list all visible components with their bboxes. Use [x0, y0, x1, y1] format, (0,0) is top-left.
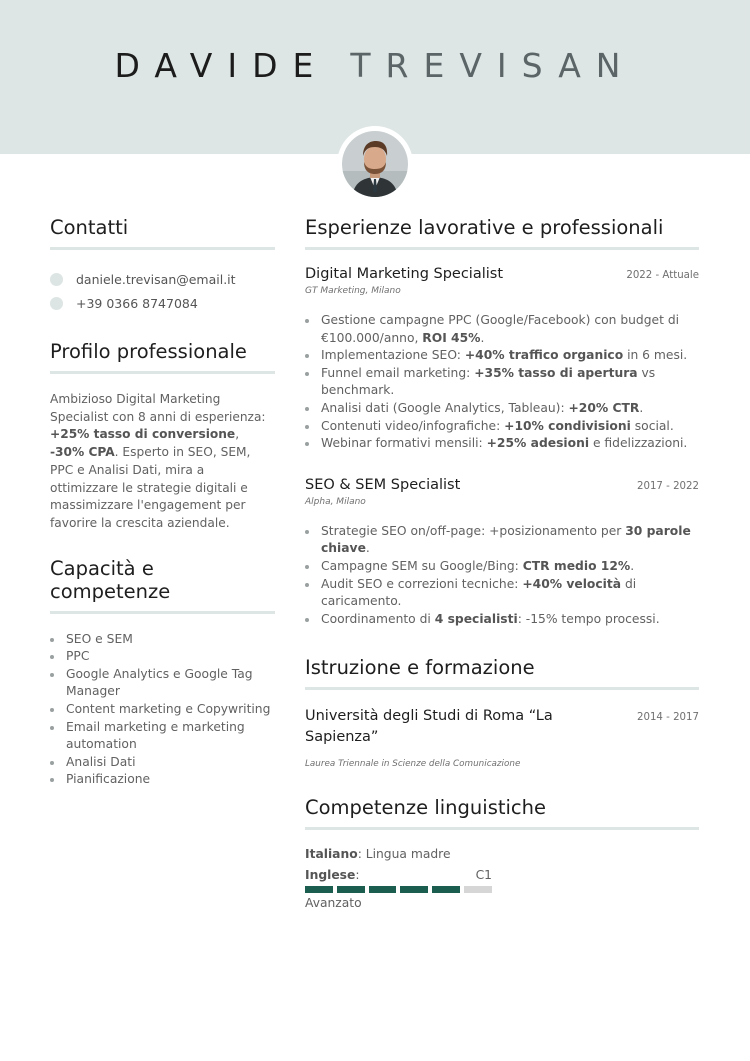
- skill-item: Email marketing e marketing automation: [50, 719, 275, 754]
- bullet-part: .: [639, 400, 644, 415]
- bullet-highlight: +10% condivisioni: [504, 418, 631, 433]
- candidate-name: [0, 46, 750, 85]
- job-bullet: [305, 611, 699, 629]
- bullet-highlight: +25% adesioni: [486, 436, 590, 451]
- contact-phone[interactable]: [50, 291, 275, 315]
- bullet-part: Coordinamento di: [321, 611, 435, 626]
- dot-icon: [50, 297, 63, 310]
- job-dates: 2022 - Attuale: [626, 270, 699, 281]
- job-bullet: [305, 558, 699, 576]
- bullet-part: social.: [630, 418, 674, 433]
- dot-icon: [50, 273, 63, 286]
- skills-list: [50, 631, 275, 789]
- email-text: daniele.trevisan@email.it: [76, 271, 236, 287]
- profile-heading: Profilo professionale: [50, 340, 275, 374]
- degree-name: Laurea Triennale in Scienze della Comunicazione: [305, 759, 521, 770]
- bullet-part: vs benchmark.: [321, 365, 656, 398]
- bullet-highlight: 4 specialisti: [434, 611, 518, 626]
- second-language-code: C1: [475, 868, 492, 883]
- profile-part: ,: [235, 427, 240, 442]
- bullet-highlight: +20% CTR: [568, 400, 640, 415]
- job-bullet: [305, 523, 699, 558]
- contacts-heading: Contatti: [50, 216, 275, 250]
- skill-item: SEO e SEM: [50, 631, 275, 649]
- job-title: SEO & SEM Specialist: [305, 476, 461, 493]
- right-column: [305, 216, 699, 910]
- bullet-part: Campagne SEM su Google/Bing:: [321, 558, 523, 573]
- bullet-highlight: +40% velocità: [522, 576, 622, 591]
- bullet-highlight: ROI 45%: [422, 330, 481, 345]
- job-company: Alpha, Milano: [305, 496, 366, 507]
- native-language-level: : Lingua madre: [357, 847, 451, 862]
- skills-section: [50, 557, 275, 789]
- second-language: [305, 868, 492, 910]
- job-entry: [305, 477, 699, 629]
- bullet-part: di caricamento.: [321, 576, 637, 609]
- bullet-part: Gestione campagne PPC (Google/Facebook) con budget di €100.000/anno,: [321, 313, 680, 345]
- phone-text: +39 0366 8747084: [76, 295, 198, 311]
- experience-section: [305, 216, 699, 628]
- bullet-part: Analisi dati (Google Analytics, Tableau):: [321, 400, 569, 415]
- second-language-colon: :: [355, 868, 360, 883]
- bullet-highlight: CTR medio 12%: [522, 558, 631, 573]
- bullet-highlight: +40% traffico organico: [464, 348, 624, 363]
- education-heading: Istruzione e formazione: [305, 656, 699, 690]
- experience-heading: Esperienze lavorative e professionali: [305, 216, 699, 250]
- bullet-part: Contenuti video/infografiche:: [321, 418, 505, 433]
- bullet-highlight: 30 parole chiave: [321, 523, 691, 556]
- job-header: [305, 266, 699, 282]
- level-segment: [337, 886, 365, 893]
- skill-item: Google Analytics e Google Tag Manager: [50, 666, 275, 701]
- education-entry: [305, 706, 699, 747]
- bullet-part: Strategie SEO on/off-page: +posizionamento per: [321, 523, 626, 538]
- skills-heading: Capacità e competenze: [50, 557, 275, 614]
- job-company: GT Marketing, Milano: [305, 286, 401, 296]
- job-bullet: [305, 365, 699, 400]
- second-language-header: [305, 868, 492, 882]
- bullet-part: Implementazione SEO:: [321, 348, 465, 363]
- profile-highlight: +25% tasso di conversione: [50, 427, 236, 442]
- first-name: DAVIDE: [114, 46, 329, 85]
- contact-list: [50, 267, 275, 315]
- profile-highlight: -30% CPA: [50, 445, 115, 460]
- level-segment: [464, 886, 492, 893]
- native-language-name: Italiano: [305, 847, 358, 862]
- level-segment: [305, 886, 333, 893]
- profile-part: . Esperto in SEO, SEM, PPC e Analisi Dati, mira a ottimizzare le strategie digitali e massimizzare l'engagement per favorire la crescita aziendale.: [50, 445, 251, 530]
- bullet-part: : -15% tempo processi.: [517, 611, 660, 626]
- skill-item: Content marketing e Copywriting: [50, 701, 275, 719]
- bullet-part: in 6 mesi.: [623, 348, 688, 363]
- contact-email[interactable]: [50, 267, 275, 291]
- level-segment: [432, 886, 460, 893]
- avatar-frame: [337, 126, 413, 202]
- job-title: Digital Marketing Specialist: [305, 266, 504, 282]
- avatar: [342, 131, 408, 197]
- contacts-section: [50, 216, 275, 315]
- job-header: [305, 477, 699, 493]
- language-level-bar: [305, 886, 492, 893]
- job-bullet: [305, 400, 699, 418]
- level-segment: [369, 886, 397, 893]
- bullet-part: Audit SEO e correzioni tecniche:: [321, 576, 523, 591]
- job-bullets: [305, 312, 699, 453]
- job-dates: 2017 - 2022: [636, 480, 699, 492]
- last-name: TREVISAN: [350, 46, 636, 85]
- bullet-highlight: +35% tasso di apertura: [474, 365, 638, 380]
- job-bullet: [305, 576, 699, 611]
- bullet-part: .: [365, 541, 370, 556]
- skill-item: PPC: [50, 648, 275, 666]
- level-segment: [400, 886, 428, 893]
- job-bullet: [305, 435, 699, 453]
- profile-text: [50, 391, 275, 533]
- bullet-part: Funnel email marketing:: [321, 365, 475, 380]
- education-dates: 2014 - 2017: [636, 712, 699, 724]
- languages-section: [305, 796, 699, 910]
- profile-part: Ambizioso Digital Marketing Specialist con 8 anni di esperienza:: [50, 392, 266, 424]
- job-bullet: [305, 347, 699, 365]
- job-bullet: [305, 312, 699, 347]
- native-language: [305, 847, 699, 861]
- job-entry: [305, 266, 699, 453]
- job-bullet: [305, 418, 699, 436]
- skill-item: Analisi Dati: [50, 754, 275, 772]
- job-bullets: [305, 523, 699, 629]
- profile-section: [50, 340, 275, 533]
- left-column: [50, 216, 275, 789]
- bullet-part: e fidelizzazioni.: [589, 436, 688, 451]
- second-language-level: Avanzato: [305, 896, 362, 911]
- school-name: Università degli Studi di Roma “La Sapienza”: [305, 708, 553, 745]
- bullet-part: .: [630, 558, 635, 573]
- education-section: [305, 656, 699, 769]
- bullet-part: .: [480, 330, 485, 345]
- second-language-name: Inglese: [305, 868, 356, 883]
- bullet-part: Webinar formativi mensili:: [321, 436, 487, 451]
- second-language-label: [305, 868, 360, 882]
- languages-heading: Competenze linguistiche: [305, 796, 699, 830]
- skill-item: Pianificazione: [50, 771, 275, 789]
